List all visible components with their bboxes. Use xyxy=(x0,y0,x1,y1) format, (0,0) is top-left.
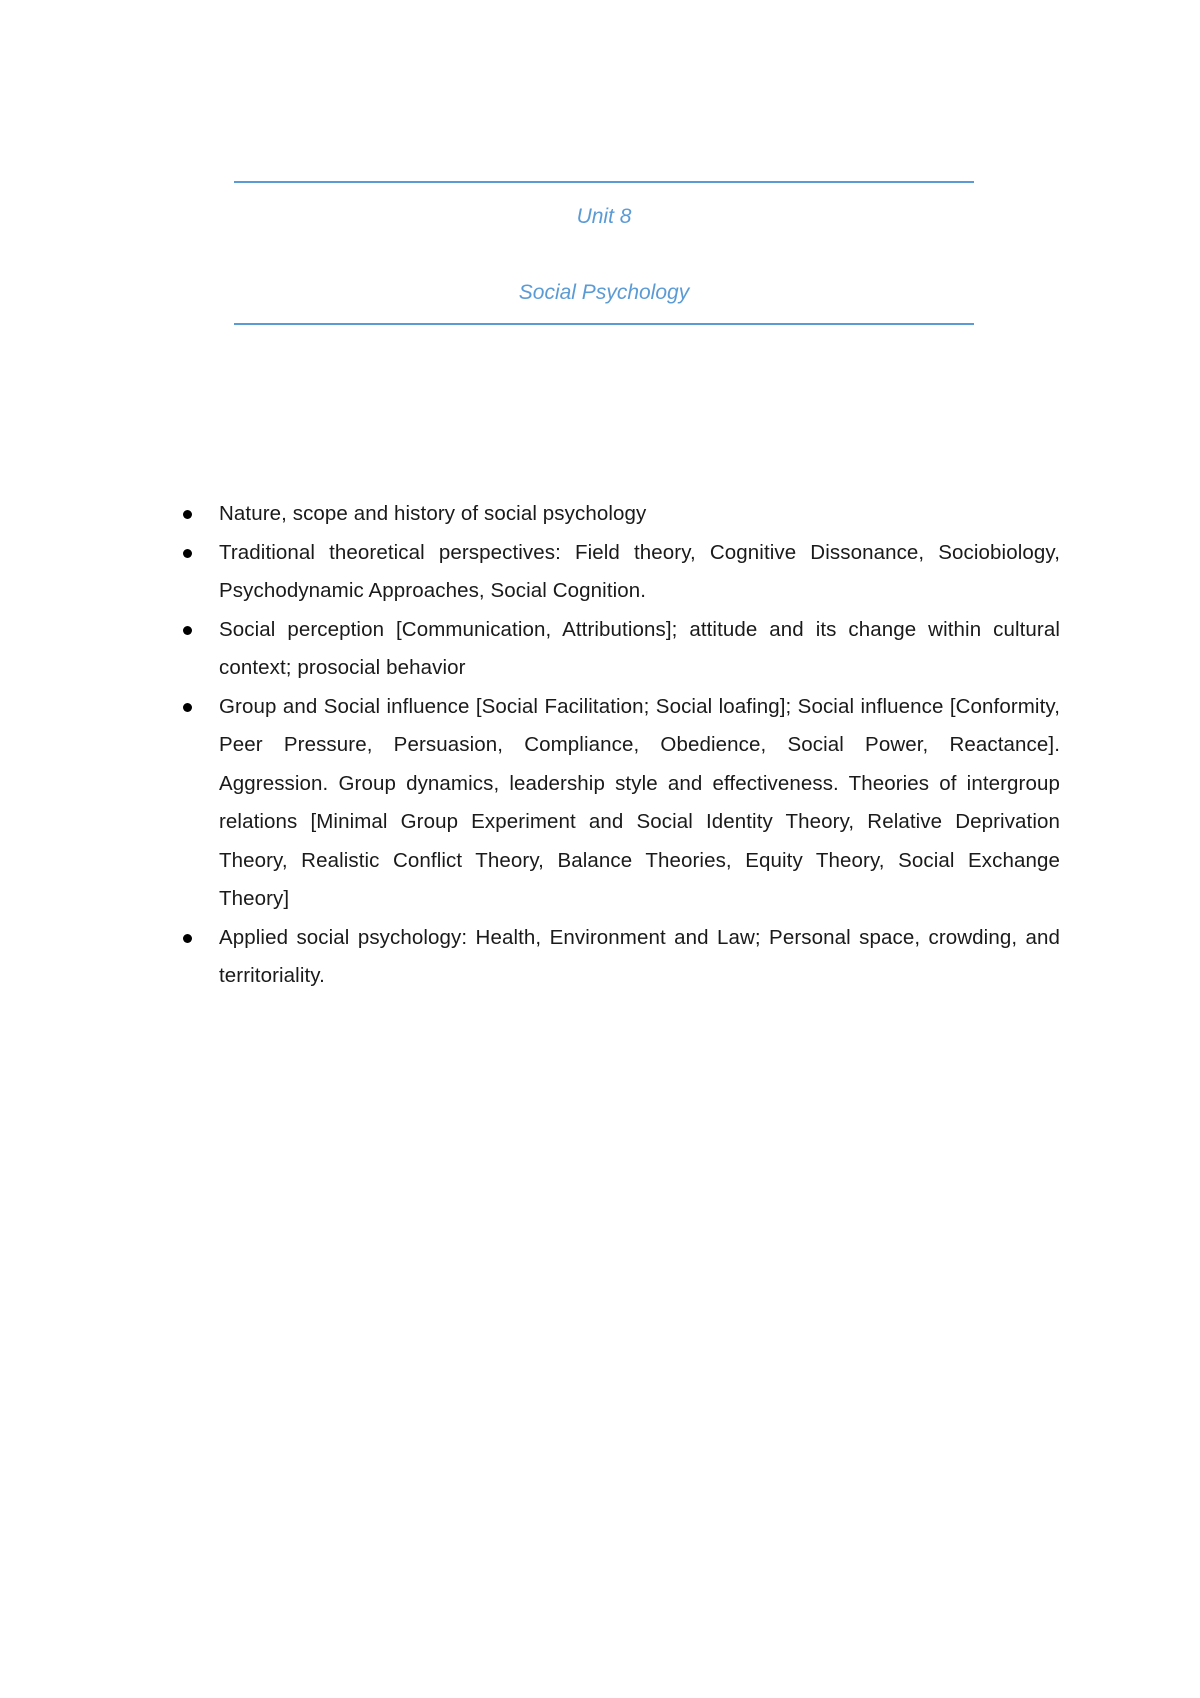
topic-text: Applied social psychology: Health, Environment and Law; Personal space, crowding, and territoriality. xyxy=(219,925,1060,987)
list-item xyxy=(180,495,1060,534)
unit-title-block xyxy=(234,181,974,325)
list-item xyxy=(180,534,1060,611)
list-item xyxy=(180,919,1060,996)
topic-text: Nature, scope and history of social psychology xyxy=(219,502,647,525)
topic-text: Social perception [Communication, Attributions]; attitude and its change within cultural context; prosocial behavior xyxy=(219,617,1060,679)
bullet-icon xyxy=(183,703,192,712)
bullet-icon xyxy=(183,934,192,943)
unit-title: Social Psychology xyxy=(518,281,690,304)
bullet-icon xyxy=(183,510,192,519)
topic-text: Group and Social influence [Social Facilitation; Social loafing]; Social influence [Conformity, Peer Pressure, Persuasion, Compliance, Obedience, Social Power, Reactance]. Aggression. Group dynamics, leadership style and effectiveness. Theories of intergroup relations [Minimal Group Experiment and Social Identity Theory, Relative Deprivation Theory, Realistic Conflict Theory, Balance Theories, Equity Theory, Social Exchange Theory] xyxy=(219,694,1060,910)
topic-list xyxy=(180,495,1060,996)
unit-number: Unit 8 xyxy=(576,205,632,228)
list-item xyxy=(180,611,1060,688)
bullet-icon xyxy=(183,549,192,558)
bullet-icon xyxy=(183,626,192,635)
topic-text: Traditional theoretical perspectives: Field theory, Cognitive Dissonance, Sociobiology, Psychodynamic Approaches, Social Cognition. xyxy=(219,540,1060,602)
list-item xyxy=(180,688,1060,919)
